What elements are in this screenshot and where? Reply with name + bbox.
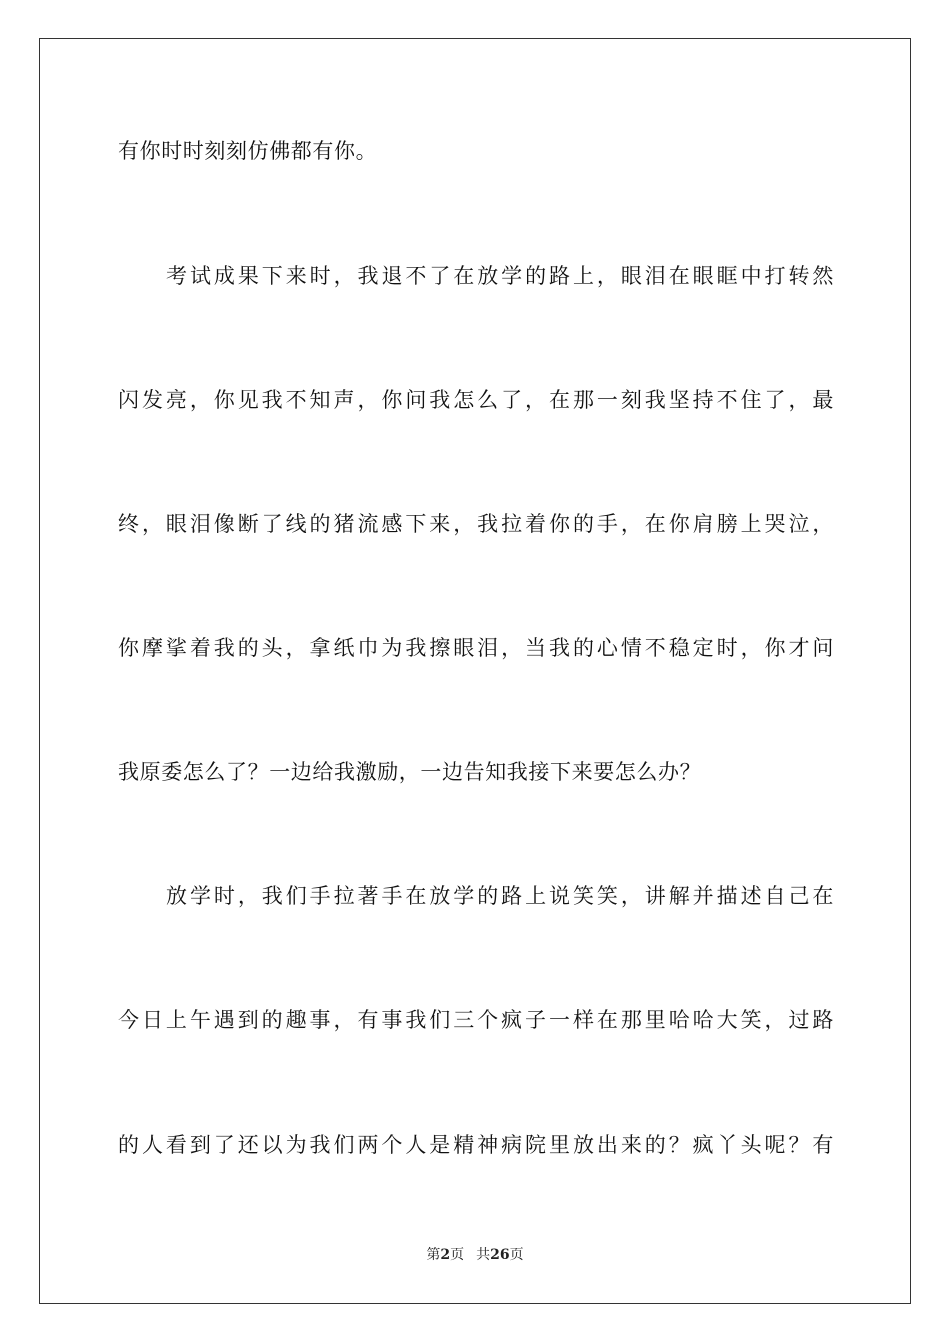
page-footer xyxy=(0,1246,950,1264)
text-line-1: 有你时时刻刻仿佛都有你。 xyxy=(118,139,378,163)
page-prefix: 第 xyxy=(426,1247,441,1263)
total-pages: 26 xyxy=(490,1247,510,1263)
page-suffix: 页 xyxy=(450,1247,465,1263)
text-line-6: 我原委怎么了？一边给我激励，一边告知我接下来要怎么办？ xyxy=(118,760,702,784)
page-number: 2 xyxy=(440,1247,451,1263)
text-line-5: 你摩挲着我的头，拿纸巾为我擦眼泪，当我的心情不稳定时，你才问 xyxy=(118,636,834,660)
text-line-9: 的人看到了还以为我们两个人是精神病院里放出来的？疯丫头呢？有 xyxy=(118,1133,834,1157)
text-line-7: 放学时，我们手拉著手在放学的路上说笑笑，讲解并描述自己在 xyxy=(166,884,834,908)
text-line-3: 闪发亮，你见我不知声，你问我怎么了，在那一刻我坚持不住了，最 xyxy=(118,388,834,412)
text-line-2: 考试成果下来时，我退不了在放学的路上，眼泪在眼眶中打转然 xyxy=(166,264,834,288)
text-line-8: 今日上午遇到的趣事，有事我们三个疯子一样在那里哈哈大笑，过路 xyxy=(118,1008,834,1032)
text-line-4: 终，眼泪像断了线的猪流感下来，我拉着你的手，在你肩膀上哭泣， xyxy=(118,512,834,536)
total-suffix: 页 xyxy=(509,1247,524,1263)
total-prefix: 共 xyxy=(476,1247,491,1263)
page-border xyxy=(39,38,911,1304)
